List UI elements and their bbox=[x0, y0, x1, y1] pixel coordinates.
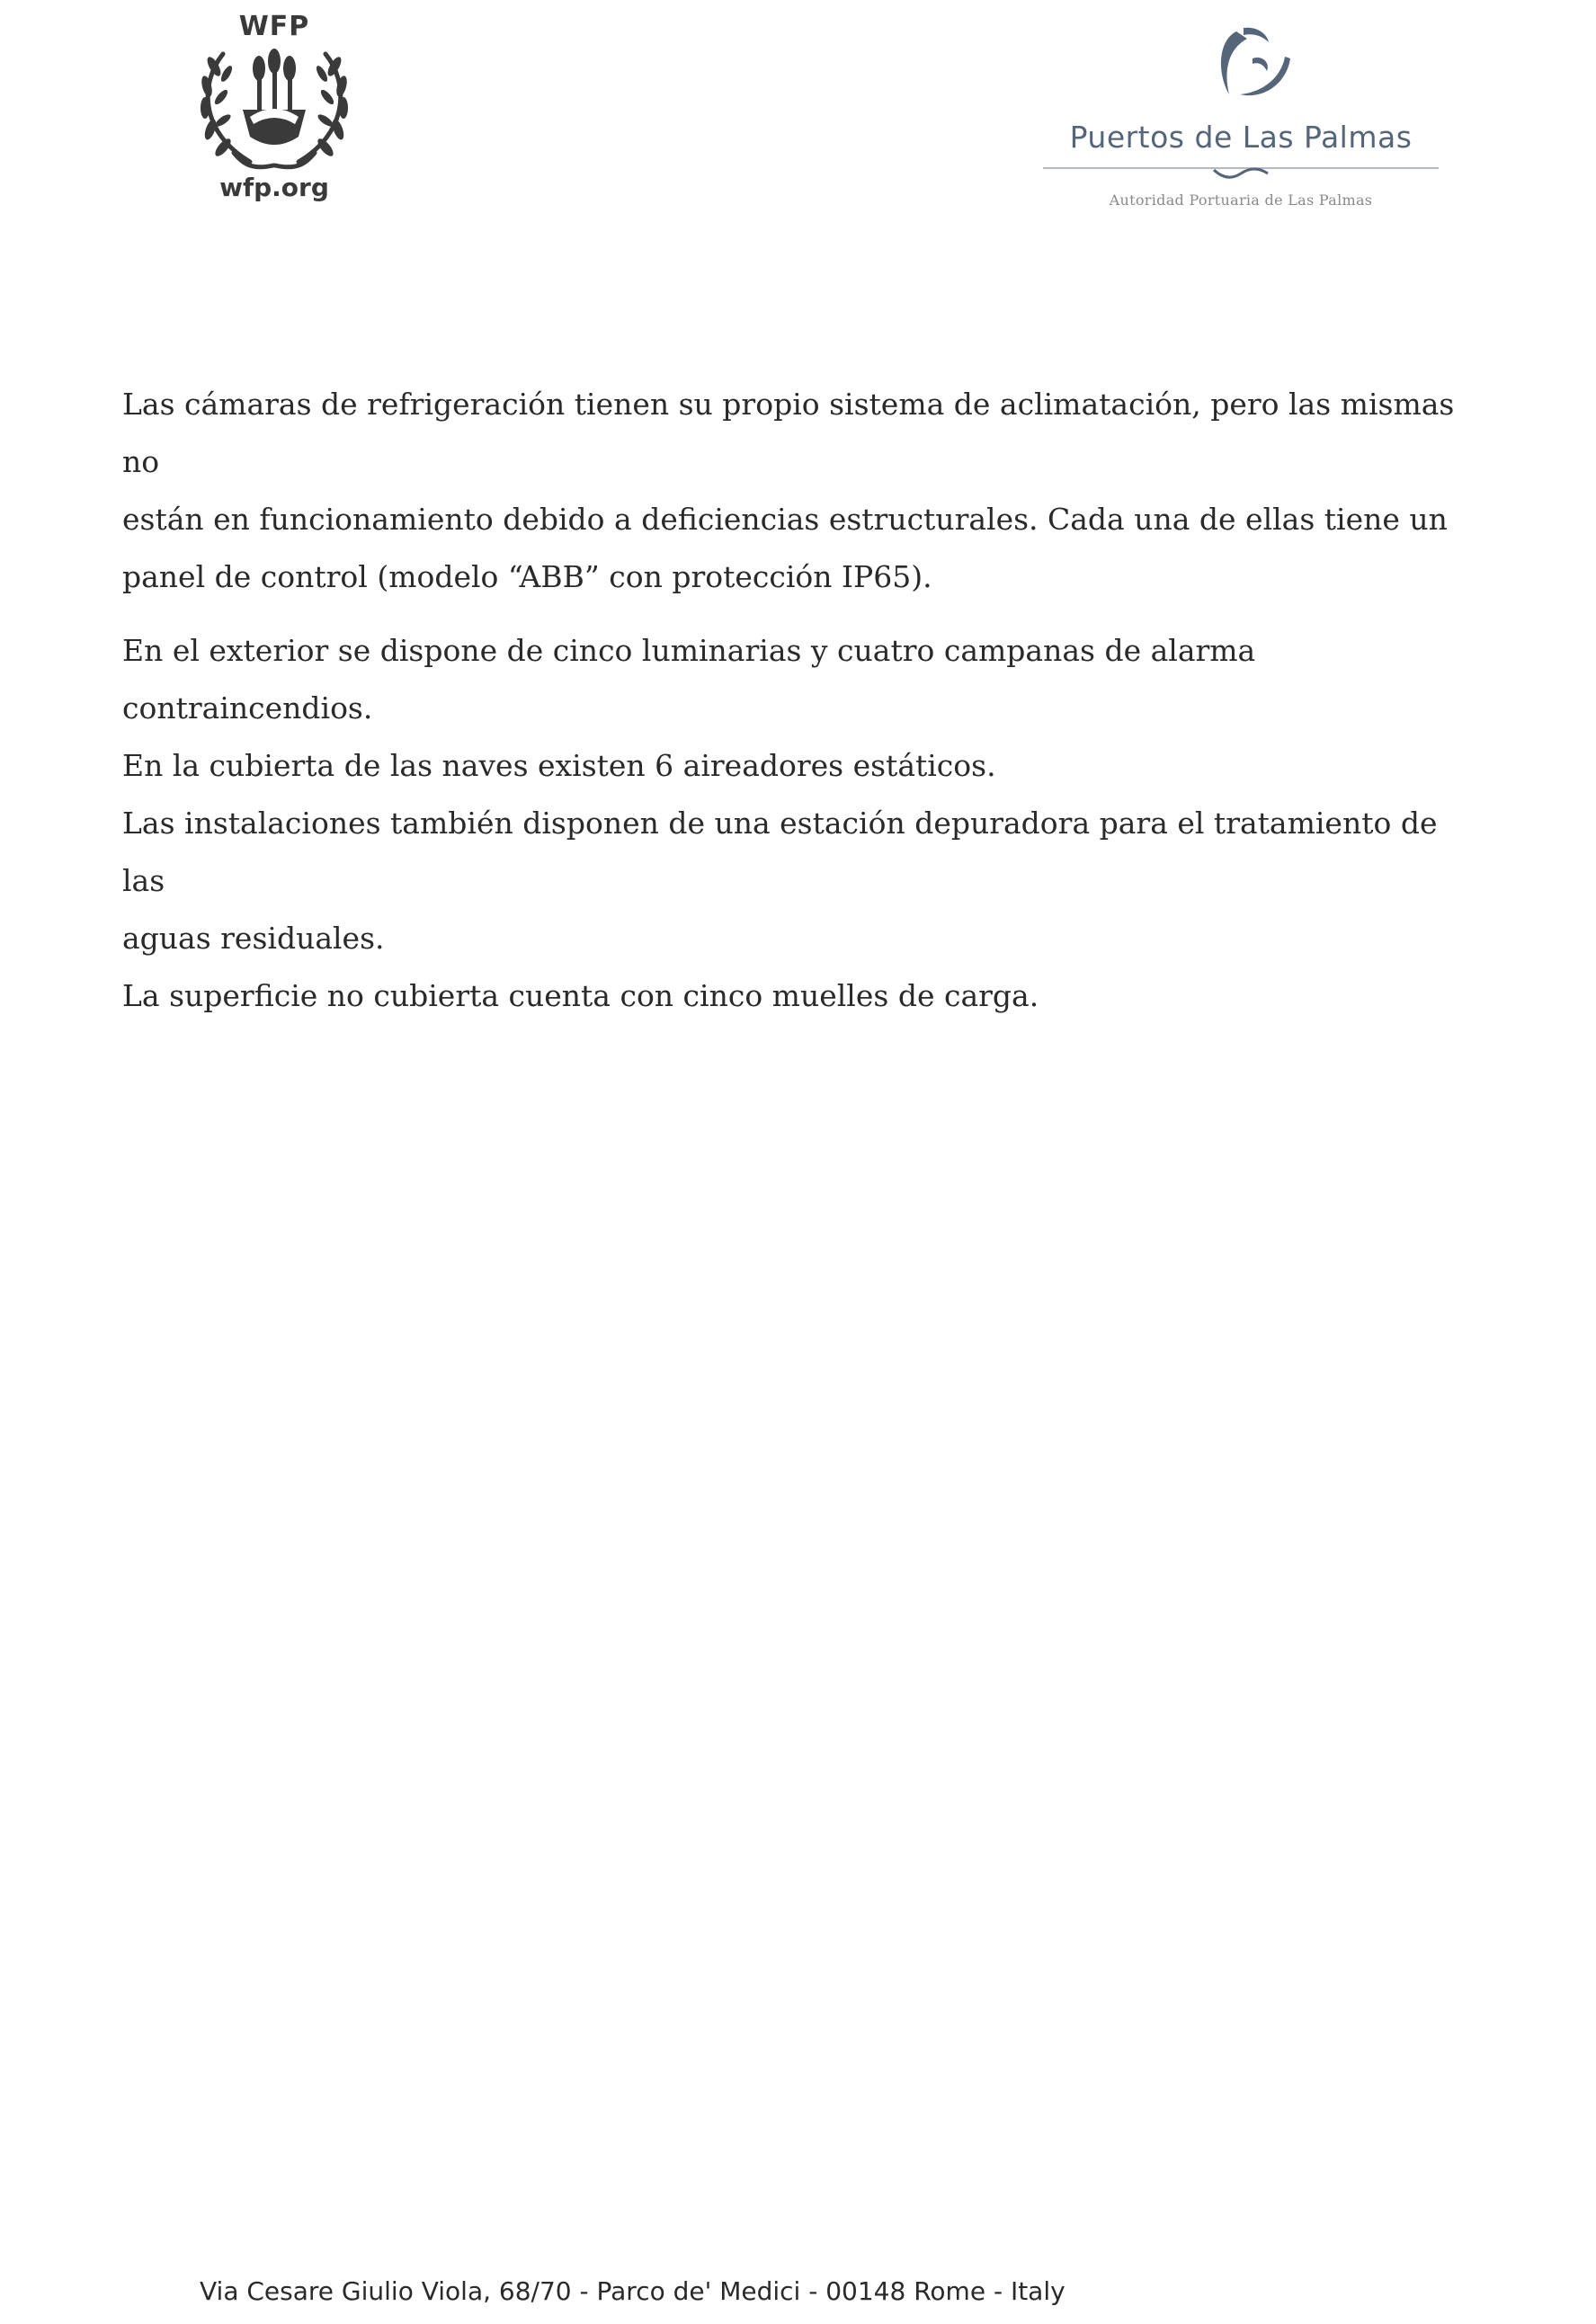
wfp-logo bbox=[180, 11, 369, 204]
port-authority-subtitle: Autoridad Portuaria de Las Palmas bbox=[1109, 191, 1373, 209]
wfp-acronym: WFP bbox=[238, 11, 310, 42]
port-wave-divider bbox=[1043, 161, 1439, 188]
text-line: En la cubierta de las naves existen 6 aireadores estáticos. bbox=[122, 748, 996, 783]
text-line: Las cámaras de refrigeración tienen su propio sistema de aclimatación, pero las mismas no bbox=[122, 387, 1455, 479]
port-swirl-icon bbox=[1200, 22, 1299, 112]
paragraph-installations bbox=[122, 622, 1471, 1025]
body-text bbox=[122, 376, 1471, 1025]
text-line: En el exterior se dispone de cinco luminarias y cuatro campanas de alarma bbox=[122, 633, 1256, 668]
paragraph-refrigeration bbox=[122, 376, 1471, 606]
wfp-url: wfp.org bbox=[219, 173, 329, 202]
text-line: La superficie no cubierta cuenta con cinco muelles de carga. bbox=[122, 978, 1039, 1013]
text-line: contraincendios. bbox=[122, 690, 373, 726]
text-line: están en funcionamiento debido a deficiencias estructurales. Cada una de ellas tiene un bbox=[122, 502, 1448, 537]
port-logo bbox=[1043, 22, 1439, 211]
text-line: aguas residuales. bbox=[122, 921, 385, 956]
wfp-emblem-icon bbox=[187, 47, 361, 171]
text-line: panel de control (modelo “ABB” con protección IP65). bbox=[122, 559, 932, 594]
port-name: Puertos de Las Palmas bbox=[1069, 120, 1413, 155]
footer-address: Via Cesare Giulio Viola, 68/70 - Parco de' Medici - 00148 Rome - Italy bbox=[200, 2276, 1065, 2306]
text-line: Las instalaciones también disponen de una estación depuradora para el tratamiento de las bbox=[122, 806, 1438, 898]
